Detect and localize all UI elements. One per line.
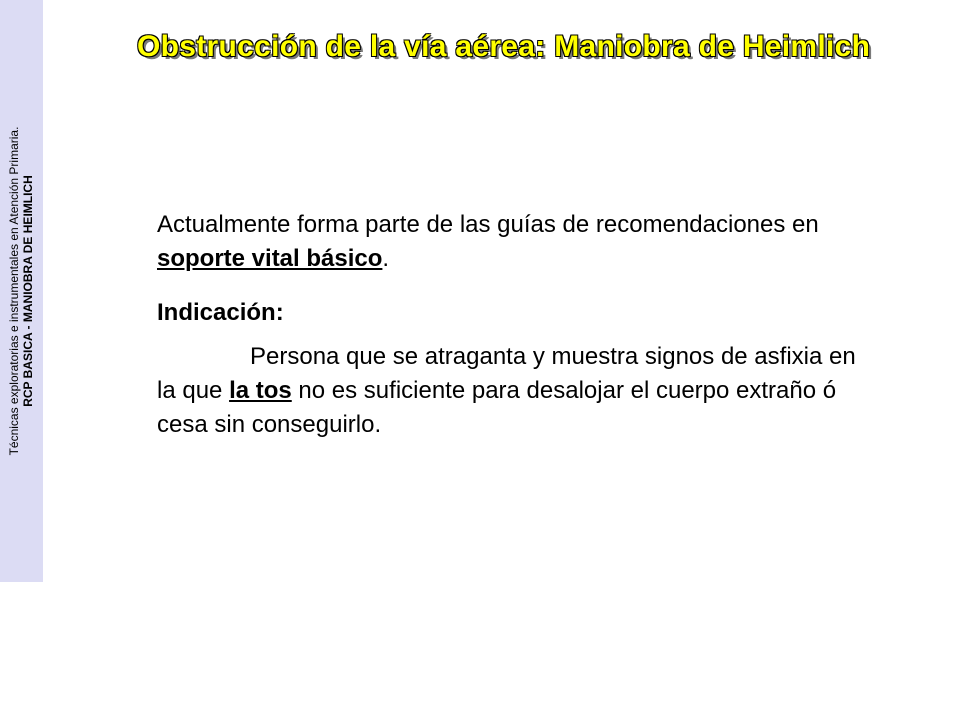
intro-end: .: [382, 245, 390, 272]
indication-text-b: no es suficiente para desalojar el cuerpo extraño ó cesa sin conseguirlo.: [157, 377, 837, 438]
la-tos-link[interactable]: la tos: [229, 377, 292, 404]
slide-title: Obstrucción de la vía aérea: Maniobra de Heimlich: [137, 30, 871, 63]
sidebar-caption: [7, 127, 35, 456]
intro-text: Actualmente forma parte de las guías de recomendaciones en: [157, 211, 819, 238]
slide-body: [157, 208, 877, 442]
intro-paragraph: [157, 208, 877, 276]
soporte-vital-link[interactable]: soporte vital básico: [157, 245, 383, 272]
indication-text-a: Persona que se atraganta y muestra signos de asfixia en la que: [157, 343, 856, 404]
sidebar-caption-line2: RCP BASICA - MANIOBRA DE HEIMLICH: [21, 175, 35, 407]
indication-heading: Indicación:: [157, 299, 284, 326]
sidebar-caption-line1: Técnicas exploratorias e instrumentales en Atención Primaria.: [7, 126, 21, 456]
sidebar-band: [0, 0, 43, 582]
indication-paragraph: [157, 340, 877, 442]
